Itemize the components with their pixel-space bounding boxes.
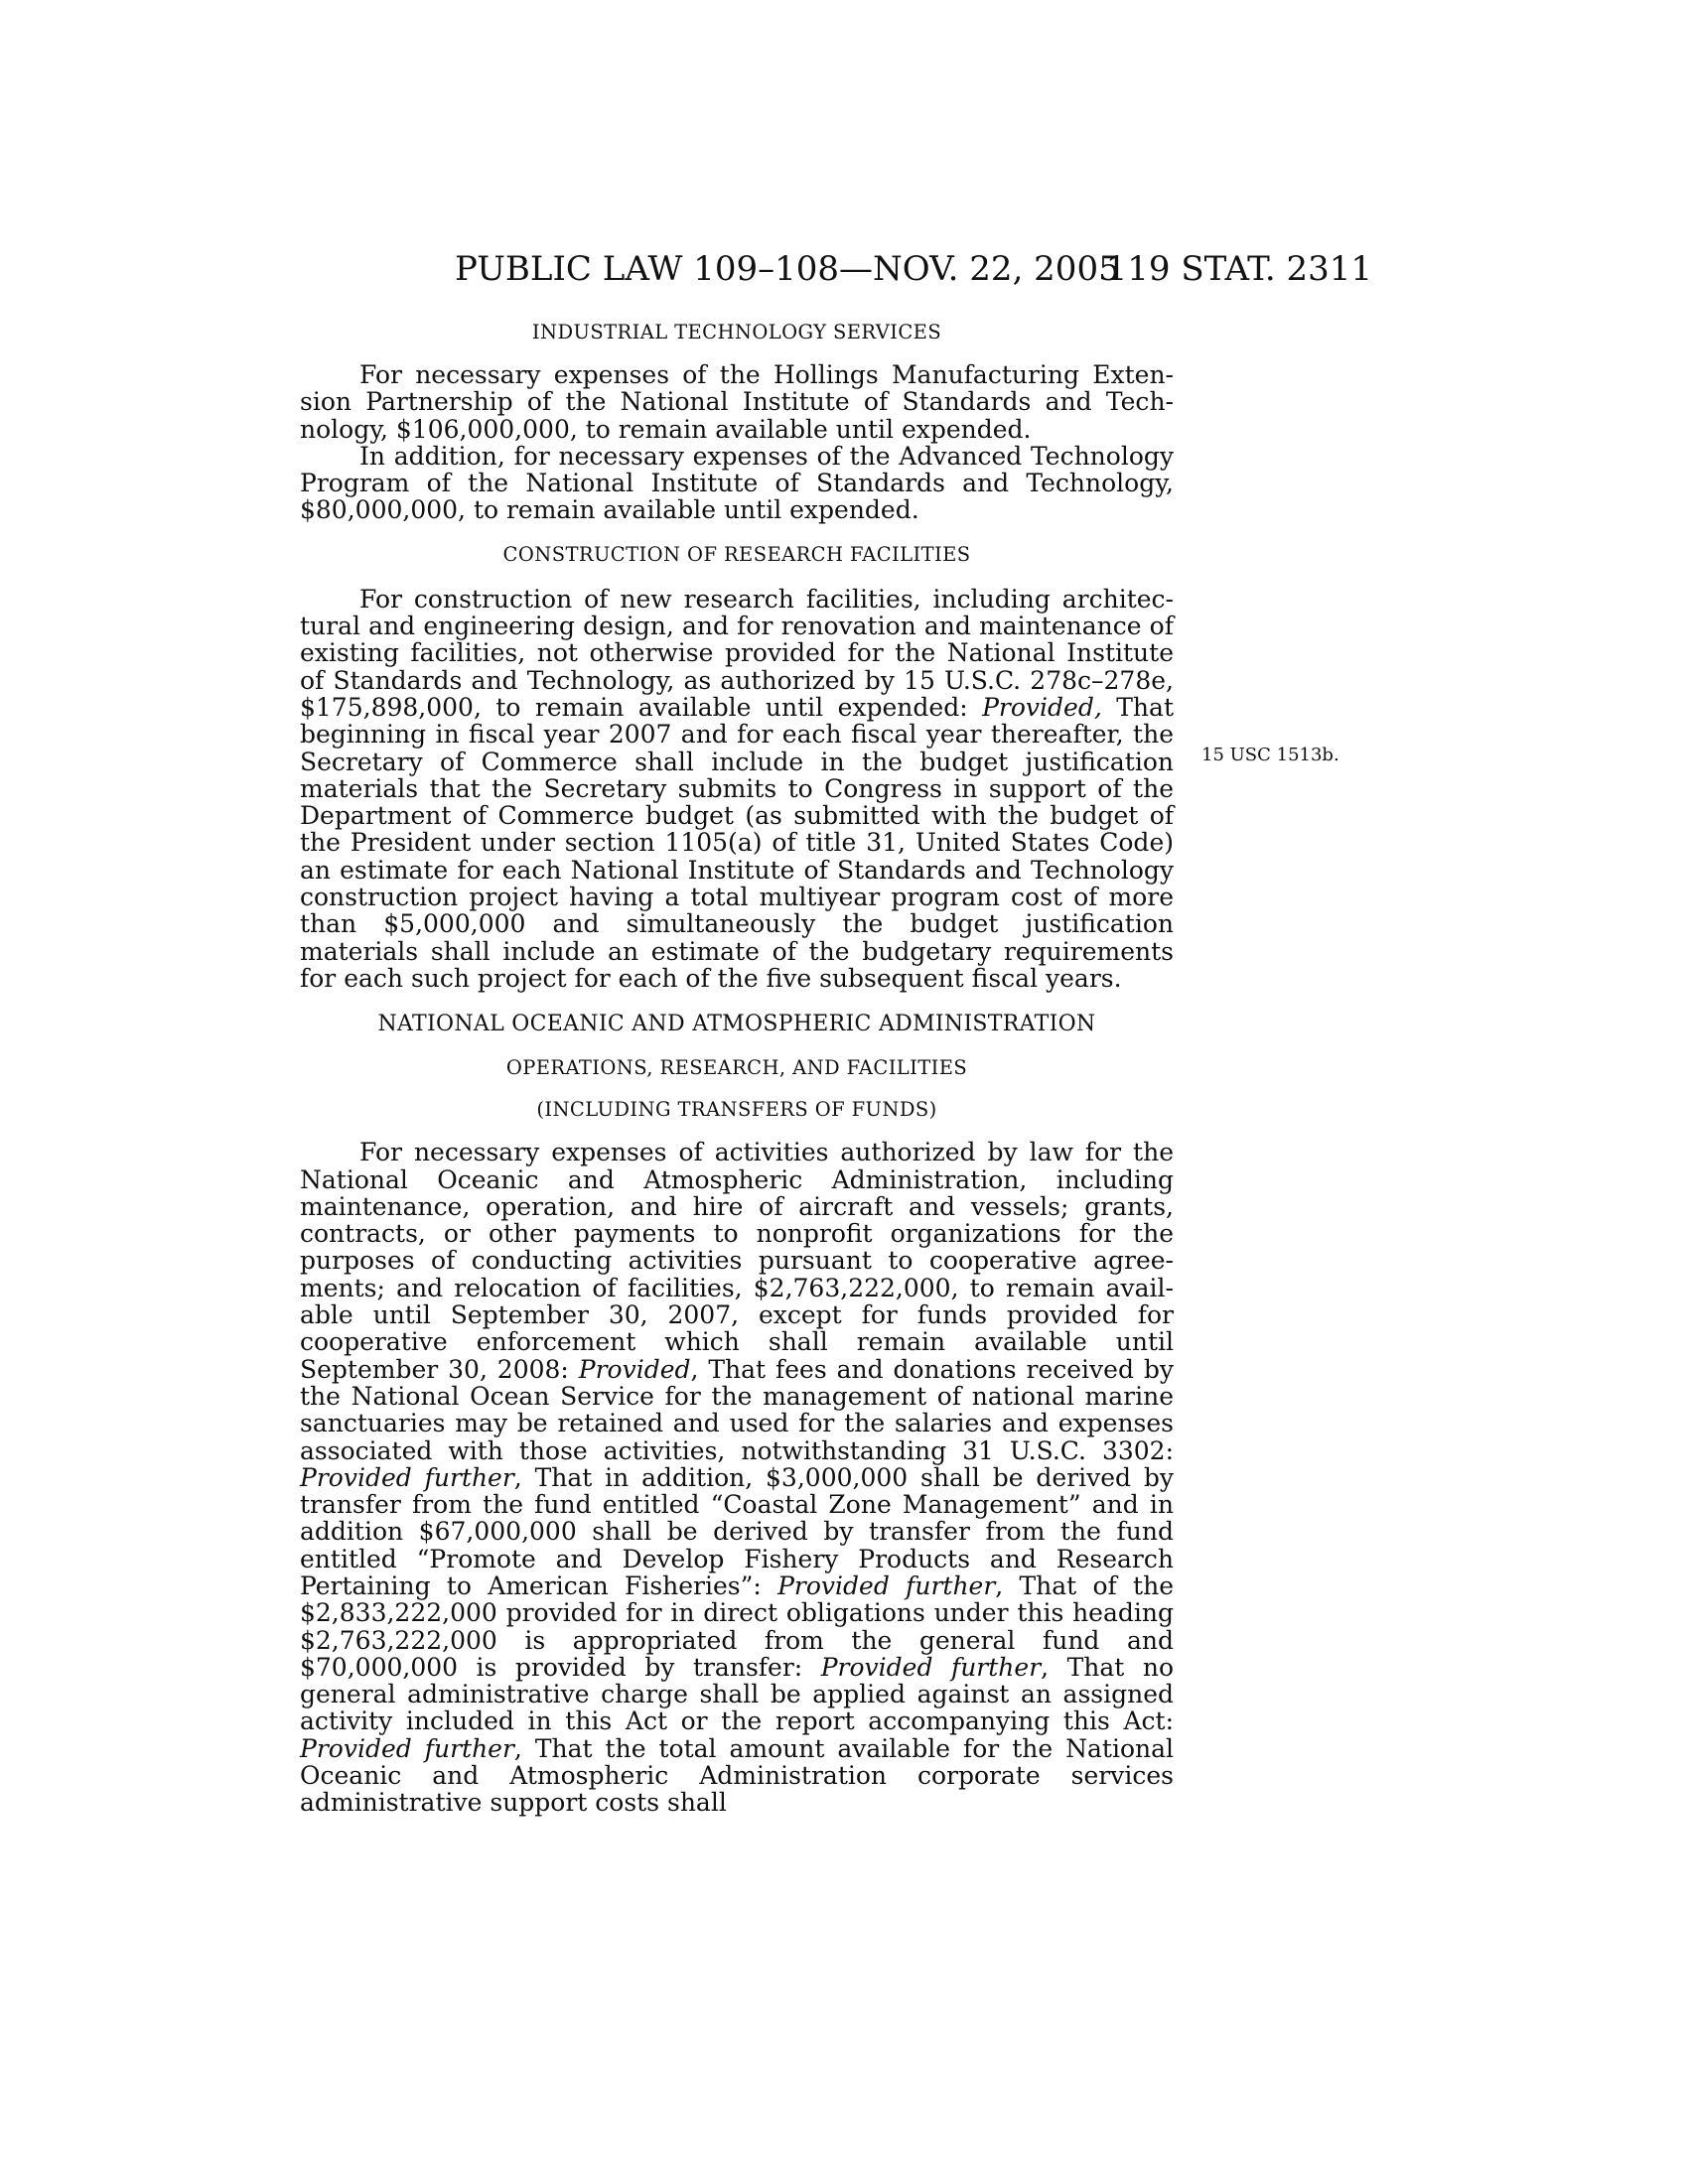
section-heading-orf: OPERATIONS, RESEARCH, AND FACILITIES — [505, 1056, 968, 1080]
section-heading-crf: CONSTRUCTION OF RESEARCH FACILITIES — [502, 542, 971, 566]
body-text — [300, 316, 1174, 1817]
paragraph-its-2: In addition, for necessary expenses of the Advanced Technology Program of the National Institute of Standards and Technology, $80,000,000, to remain available until expended. — [300, 441, 1174, 525]
section-subheading-transfers: (INCLUDING TRANSFERS OF FUNDS) — [536, 1098, 937, 1122]
statute-page-number: 119 STAT. 2311 — [1105, 249, 1372, 289]
running-head — [300, 249, 1372, 289]
agency-heading-noaa: NATIONAL OCEANIC AND ATMOSPHERIC ADMINISTRATION — [377, 1012, 1096, 1037]
paragraph-crf: For construction of new research facilities, including architectural and engineering design, and for renovation and maintenance of existing facilities, not otherwise provided for the National Institute of Standards and Technology, as authorized by 15 U.S.C. 278c–278e, $175,898,000, to remain available until expended: Provided, That beginning in fiscal year 2007 and for each fiscal year thereafter, the Secretary of Commerce shall include in the budget justification materials that the Secretary submits to Congress in support of the Department of Commerce budget (as submitted with the budget of the President under section 1105(a) of title 31, United States Code) an estimate for each National Institute of Standards and Technology construction project having a total multiyear program cost of more than $5,000,000 and simultaneously the budget justification materials shall include an estimate of the budgetary requirements for each such project for each of the five subsequent fiscal years. — [300, 584, 1174, 993]
margin-citation: 15 USC 1513b. — [1201, 745, 1339, 765]
paragraph-its-1: For necessary expenses of the Hollings Manufacturing Extension Partnership of the National Institute of Standards and Technology, $106,000,000, to remain available until expended. — [300, 360, 1174, 444]
section-heading-its: INDUSTRIAL TECHNOLOGY SERVICES — [531, 321, 942, 343]
public-law-citation: PUBLIC LAW 109–108—NOV. 22, 2005 — [455, 249, 1120, 289]
paragraph-orf: For necessary expenses of activities authorized by law for the National Oceanic and Atmospheric Administration, including maintenance, operation, and hire of aircraft and vessels; grants, contracts, or other payments to nonprofit organizations for the purposes of conducting activities pursuant to cooperative agreements; and relocation of facilities, $2,763,222,000, to remain available until September 30, 2007, except for funds provided for cooperative enforcement which shall remain available until September 30, 2008: Provided, That fees and donations received by the National Ocean Service for the management of national marine sanctuaries may be retained and used for the salaries and expenses associated with those activities, notwithstanding 31 U.S.C. 3302: Provided further, That in addition, $3,000,000 shall be derived by transfer from the fund entitled “Coastal Zone Management” and in addition $67,000,000 shall be derived by transfer from the fund entitled “Promote and Develop Fishery Products and Research Pertaining to American Fisheries”: Provided further, That of the $2,833,222,000 provided for in direct obligations under this heading $2,763,222,000 is appropriated from the general fund and $70,000,000 is provided by transfer: Provided further, That no general administrative charge shall be applied against an assigned activity included in this Act or the report accompanying this Act: Provided further, That the total amount available for the National Oceanic and Atmospheric Administration corporate services administrative support costs shall — [300, 1138, 1175, 1818]
